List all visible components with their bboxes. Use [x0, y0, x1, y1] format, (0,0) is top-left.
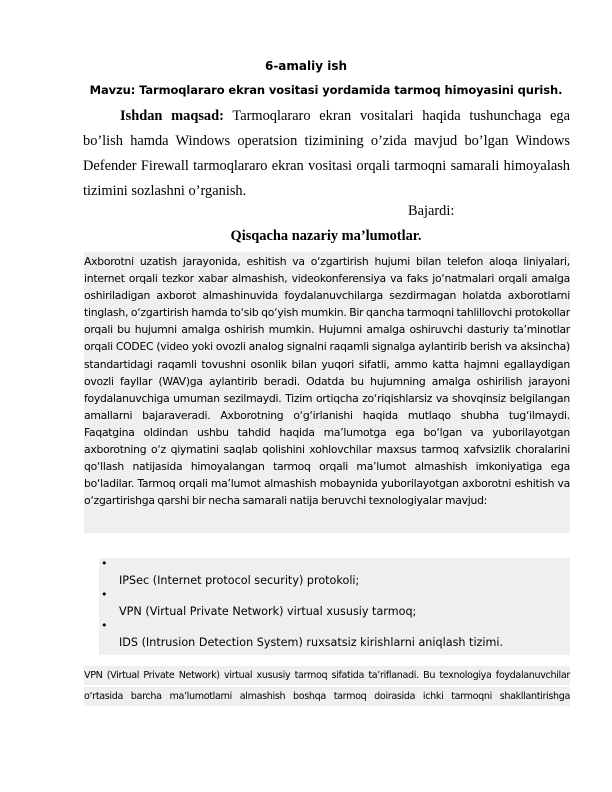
topic-line: Mavzu: Tarmoqlararo ekran vositasi yordamida tarmoq himoyasini qurish.: [89, 83, 563, 97]
goal-paragraph: [83, 104, 570, 204]
theory-paragraph: Axborotni uzatish jarayonida, eshitish va o‘zgartirish hujumi bilan telefon aloqa liniyalari, internet orqali tezkor xabar almashish, videokonferensiya va faks jo‘natmalari orqali amalga oshiriladigan axborot almashinuvida foydalanuvchilarga sezdirmagan holatda axborotlarni tinglash, o‘zgartirish hamda to‘sib qo‘yish mumkin. Bir qancha tarmoqni tahlillovchi protokollar orqali bu hujumni amalga oshirish mumkin. Hujumni amalga oshiruvchi dasturiy ta’minotlar orqali CODEC (video yoki ovozli analog signalni raqamli signalga aylantirib berish va aksincha) standartidagi raqamli tovushni osonlik bilan yuqori sifatli, ammo katta hajmni egallaydigan ovozli fayllar (WAV)ga aylantirib beradi. Odatda bu hujumning amalga oshirilish jarayoni foydalanuvchiga umuman sezilmaydi. Tizim ortiqcha zo‘riqishlarsiz va shovqinsiz belgilangan amallarni bajaraveradi. Axborotning o‘g‘irlanishi haqida mutlaqo shubha tug‘ilmaydi. Faqatgina oldindan ushbu tahdid haqida ma’lumotga ega bo‘lgan va yuborilayotgan axborotning o‘z qiymatini saqlab qolishini xohlovchilar maxsus tarmoq xafvsizlik choralarini qo‘llash natijasida himoyalangan tarmoq orqali ma’lumot almashish imkoniyatiga ega bo‘ladilar. Tarmoq orqali ma’lumot almashish mobaynida yuborilayotgan axborotni eshitish va o‘zgartirishga qarshi bir necha samarali natija beruvchi texnologiyalar mavjud:: [84, 255, 570, 508]
theory-block: [84, 252, 570, 533]
list-item-text: IDS (Intrusion Detection System) ruxsatsiz kirishlarni aniqlash tizimi.: [119, 636, 504, 649]
vpn-line: o‘rtasida barcha ma’lumotlarni almashish boshqa tarmoq doirasida ichki tarmoqni shakllantirishga: [84, 687, 570, 706]
bullet-icon: •: [101, 619, 108, 632]
bullet-icon: •: [101, 557, 108, 570]
document-title: 6-amaliy ish: [264, 59, 348, 73]
list-item: [99, 558, 570, 589]
goal-label: Ishdan maqsad:: [120, 108, 224, 124]
list-item: [99, 589, 570, 620]
section-heading: Qisqacha nazariy ma’lumotlar.: [230, 228, 422, 244]
bullet-icon: •: [101, 588, 108, 601]
vpn-paragraph: [84, 666, 570, 708]
goal-text: Tarmoqlararo ekran vositalari haqida tushunchaga ega bo’lish hamda Windows operatsion tizimining o’zida mavjud bo’lgan Windows Defender Firewall tarmoqlararo ekran vositasi orqali tarmoqni samarali himoyalash tizimini sozlashni o’rganish.: [83, 108, 571, 199]
list-item-text: IPSec (Internet protocol security) protokoli;: [119, 574, 360, 587]
vpn-line: VPN (Virtual Private Network) virtual xususiy tarmoq sifatida ta’riflanadi. Bu texnologiya foydalanuvchilar: [84, 666, 570, 685]
technology-list: [99, 558, 570, 655]
list-item-text: VPN (Virtual Private Network) virtual xususiy tarmoq;: [119, 605, 417, 618]
list-item: [99, 620, 570, 651]
performed-by-label: Bajardi:: [408, 203, 455, 219]
